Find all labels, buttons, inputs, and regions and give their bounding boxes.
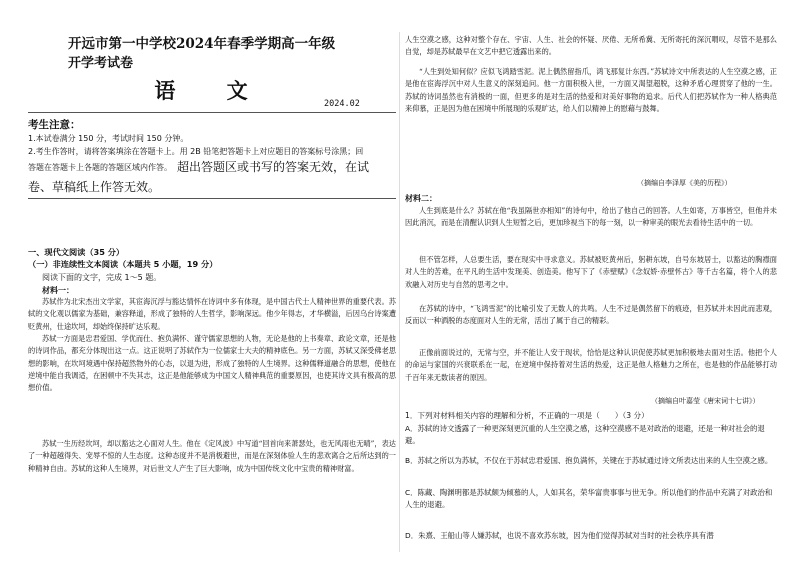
subsection-heading: （一）非连续性文本阅读（本题共 5 小题，19 分） xyxy=(28,259,218,269)
option-b: B．苏轼之所以为苏轼，不仅在于苏轼忠君爱国、抱负满怀，关键在于苏轼通过诗文所表达出来的人生空漠之感。 xyxy=(405,456,773,465)
right-paragraph-4: 但不管怎样，人总要生活，要在现实中寻求意义。苏轼被贬黄州后，躬耕东坡，自号东坡居士，以豁达的胸襟面对人生的苦难，在平凡的生活中发现美、创造美。他写下了《赤壁赋》《念奴娇·赤壁怀古》等千古名篇，将个人的悲欢融入对历史与自然的思考之中。 xyxy=(405,255,777,289)
notice-line-2: 2.考生作答时，请将答案填涂在答题卡上。用 2B 铅笔把答题卡上对应题目的答案标号涂黑；回 xyxy=(28,147,364,156)
material1-label: 材料一： xyxy=(42,286,74,295)
instruction: 阅读下面的文字，完成 1～5 题。 xyxy=(42,273,162,282)
notice-line-4: 卷、草稿纸上作答无效。 xyxy=(28,180,161,194)
question-1-stem: 1．下列对材料相关内容的理解和分析，不正确的一项是（ ）（3 分） xyxy=(405,411,649,420)
right-paragraph-5: 在苏轼的诗中，“飞鸿雪泥”的比喻引发了无数人的共鸣。人生不过是偶然留下的痕迹，但苏轼并未因此而悲观，反而以一种洒脱的态度面对人生的无常，活出了属于自己的精彩。 xyxy=(405,304,777,326)
right-paragraph-1: 人生空漠之感，这种对整个存在、宇宙、人生、社会的怀疑、厌倦、无所希冀、无所寄托的深沉喟叹，尽管不是那么自觉，却是苏轼最早在文艺中把它透露出来的。 xyxy=(405,35,777,57)
right-paragraph-6: 正像前面说过的，无常与空，并不能让人安于现状，恰恰是这种认识促使苏轼更加积极地去面对生活。他把个人的命运与家国的兴衰联系在一起，在逆境中保持着对生活的热爱，这正是他人格魅力之所在，也是他的作品能够打动千百年来无数读者的原因。 xyxy=(405,348,777,382)
source-2: （摘编自叶嘉莹《唐宋词十七讲》） xyxy=(651,397,760,405)
header-rule xyxy=(28,112,396,113)
column-divider xyxy=(399,32,400,552)
subject-title: 语 文 xyxy=(154,78,270,103)
left-column xyxy=(28,0,396,562)
left-paragraph-3: 苏轼一生历经坎坷，却以豁达之心面对人生。他在《定风波》中写道“回首向来萧瑟处，也无风雨也无晴”，表达了一种超越得失、宠辱不惊的人生态度。这种态度并不是消极避世，而是在深刻体验人生的悲欢离合之后所达到的一种精神自由。苏轼的这种人生境界，对后世文人产生了巨大影响，成为中国传统文化中宝贵的精神财富。 xyxy=(28,439,396,473)
notice-rule xyxy=(28,198,396,199)
right-column xyxy=(405,0,777,562)
source-1: （摘编自李泽厚《美的历程》） xyxy=(637,179,732,187)
exam-name: 开学考试卷 xyxy=(68,56,134,71)
notice-title: 考生注意： xyxy=(28,119,81,131)
option-c: C．陈藏、陶渊明都是苏轼颇为倾慕的人，人如其名，荣华富贵事事与世无争。所以他们的作品中充满了对政治和人生的退避。 xyxy=(405,488,773,510)
left-paragraph-2: 苏轼一方面是忠君爱国、学优而仕、抱负满怀、谨守儒家思想的人物，无论是他的上书奏章、政论文章，还是他的诗词作品，都充分体现出这一点。这正说明了苏轼作为一位儒家士大夫的精神底色。另一方面，苏轼又深受佛老思想的影响，在坎坷境遇中保持超然物外的心态，以退为进，形成了独特的人生境界。这种儒释道融合的思想，使他在逆境中能自我调适，在困顿中不失其志，这正是他能够成为中国文人精神典范的重要原因，也使其诗文具有极高的思想价值。 xyxy=(28,334,396,393)
notice-line-1: 1.本试卷满分 150 分，考试时间 150 分钟。 xyxy=(28,134,189,143)
right-paragraph-2: “人生到处知何似？应似飞鸿踏雪泥。泥上偶然留指爪，鸿飞那复计东西。”苏轼诗文中所表达的人生空漠之感，正是他在宦海浮沉中对人生意义的深刻追问。他一方面积极入世，一方面又渴望超脱，这种矛盾心理贯穿了他的一生。苏轼的诗词虽然也有消极的一面，但更多的是对生活的热爱和对美好事物的追求。后代人们把苏轼作为一种人格典范来仰慕，正是因为他在困境中所展现的乐观旷达，给人们以精神上的慰藉与鼓舞。 xyxy=(405,67,777,113)
option-a: A．苏轼的诗文透露了一种更深刻更沉重的人生空漠之感，这种空漠感不是对政治的退避，还是一种对社会的退避。 xyxy=(405,424,765,446)
exam-date: 2024.02 xyxy=(324,99,360,109)
right-paragraph-3: 人生到底是什么？苏轼在他“我虽隔世亦相知”的诗句中，给出了他自己的回答。人生如寄，万事皆空，但他并未因此消沉，而是在清醒认识到人生短暂之后，更加珍视当下的每一刻，以一种审美的眼光去看待生活中的一切。 xyxy=(405,206,777,228)
notice-line-3a: 答题在答题卡上各题的答题区域内作答。 xyxy=(28,163,172,172)
option-d: D．朱熹、王船山等人嫌苏轼，也说不喜欢苏东坡，因为他们觉得苏轼对当时的社会秩序具有潜 xyxy=(405,531,714,540)
material2-label: 材料二： xyxy=(405,194,437,203)
section-heading: 一、现代文阅读（35 分） xyxy=(28,247,125,257)
notice-line-3b: 超出答题区或书写的答案无效，在试 xyxy=(177,160,370,174)
left-paragraph-1: 苏轼作为北宋杰出文学家，其宦海沉浮与豁达情怀在诗词中多有体现，是中国古代士人精神世界的重要代表。苏轼的文化观以儒家为基础，兼容释道，形成了独特的人生哲学，影响深远。他少年得志，才华横溢，后因乌台诗案遭贬黄州，仕途坎坷，却始终保持旷达乐观。 xyxy=(28,297,396,331)
school-title: 开远市第一中学校2024年春季学期高一年级 xyxy=(68,36,336,52)
